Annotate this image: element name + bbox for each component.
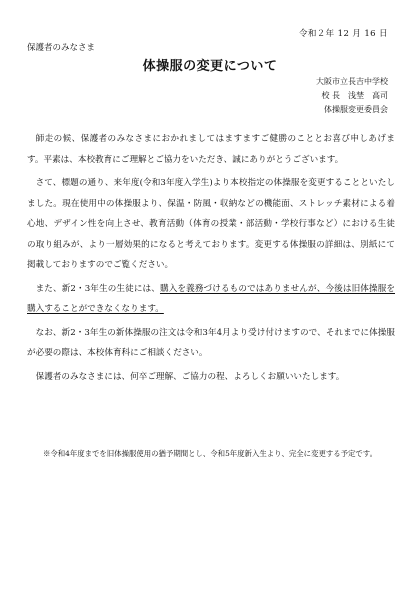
footnote: ※令和4年度までを旧体操服使用の猶予期間とし、令和5年度新入生より、完全に変更する予定です。 — [42, 449, 377, 458]
recipient: 保護者のみなさま — [27, 43, 96, 53]
underlined-notice: 購入を義務づけるものではありませんが、今後は旧体操服を購入することができなくなります。 — [27, 283, 395, 314]
paragraph-current-students — [27, 279, 395, 320]
school-name: 大阪市立長吉中学校 — [316, 77, 388, 86]
paragraph-orders: なお、新2・3年生の新体操服の注文は令和3年4月より受け付けますので、それまでに体操服が必要の際は、本校体育科にご相談ください。 — [27, 327, 395, 358]
paragraph-announcement: さて、標題の通り、来年度(令和3年度入学生)より本校指定の体操服を変更することといたしました。現在使用中の体操服より、保温・防風・収納などの機能面、ストレッチ素材による着心地、デザイン性を向上させ、教育活動（体育の授業・部活動・学校行事など）における生徒の取り組みが、より一層効果的になると考えております。変更する体操服の詳細は、別紙にて掲載しておりますのでご覧ください。 — [27, 178, 395, 270]
letter-body — [27, 129, 395, 390]
paragraph-current-students-intro: また、新2・3年生の生徒には、 — [35, 283, 160, 294]
paragraph-closing: 保護者のみなさまには、何卒ご理解、ご協力の程、よろしくお願いいたします。 — [35, 371, 345, 382]
document-title: 体操服の変更について — [142, 59, 278, 74]
issue-date: 令和２年 12 月 16 日 — [298, 29, 388, 39]
principal-name: 校 長 浅埜 高司 — [321, 91, 388, 100]
sender-block — [316, 75, 388, 117]
paragraph-greeting: 師走の候、保護者のみなさまにおかれましてはますますご健勝のこととお喜び申しあげます。平素は、本校教育にご理解とご協力をいただき、誠にありがとうございます。 — [27, 134, 395, 165]
committee-name: 体操服変更委員会 — [324, 105, 388, 114]
